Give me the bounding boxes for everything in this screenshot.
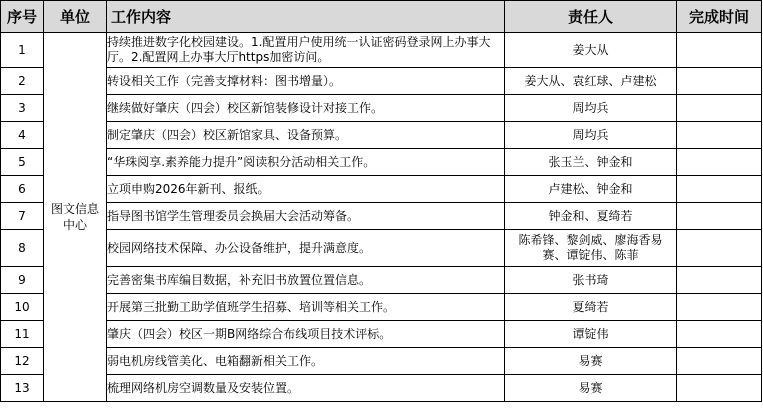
row-number: 8	[1, 230, 44, 267]
header-row	[1, 1, 762, 33]
task-cell: 持续推进数字化校园建设。1.配置用户使用统一认证密码登录网上办事大厅。2.配置网上办事大厅https加密访问。	[107, 33, 505, 68]
row-number: 9	[1, 267, 44, 294]
owner-cell: 张玉兰、钟金和	[505, 149, 677, 176]
owner-cell: 谭锭伟	[505, 321, 677, 348]
task-cell: 制定肇庆（四会）校区新馆家具、设备预算。	[107, 122, 505, 149]
task-cell: 肇庆（四会）校区一期B网络综合布线项目技术评标。	[107, 321, 505, 348]
task-cell: 继续做好肇庆（四会）校区新馆装修设计对接工作。	[107, 95, 505, 122]
table-row	[1, 267, 762, 294]
header-task: 工作内容	[107, 1, 505, 33]
row-number: 3	[1, 95, 44, 122]
row-number: 6	[1, 176, 44, 203]
table-row	[1, 68, 762, 95]
table-row	[1, 203, 762, 230]
row-number: 4	[1, 122, 44, 149]
owner-cell: 钟金和、夏绮若	[505, 203, 677, 230]
task-cell: 梳理网络机房空调数量及安装位置。	[107, 375, 505, 402]
row-number: 12	[1, 348, 44, 375]
done-cell	[677, 321, 762, 348]
done-cell	[677, 203, 762, 230]
task-cell: “华珠阅享.素养能力提升”阅读积分活动相关工作。	[107, 149, 505, 176]
row-number: 7	[1, 203, 44, 230]
done-cell	[677, 176, 762, 203]
owner-cell: 卢建松、钟金和	[505, 176, 677, 203]
unit-cell: 图文信息中心	[44, 33, 107, 402]
owner-cell: 姜大从	[505, 33, 677, 68]
table-row	[1, 122, 762, 149]
row-number: 5	[1, 149, 44, 176]
row-number: 2	[1, 68, 44, 95]
table-row	[1, 321, 762, 348]
table-row	[1, 95, 762, 122]
task-cell: 立项申购2026年新刊、报纸。	[107, 176, 505, 203]
done-cell	[677, 267, 762, 294]
task-cell: 开展第三批勤工助学值班学生招募、培训等相关工作。	[107, 294, 505, 321]
table-row	[1, 230, 762, 267]
row-number: 11	[1, 321, 44, 348]
table-row	[1, 176, 762, 203]
table-row	[1, 294, 762, 321]
done-cell	[677, 149, 762, 176]
owner-cell: 姜大从、袁红球、卢建松	[505, 68, 677, 95]
task-cell: 完善密集书库编目数据，补充旧书放置位置信息。	[107, 267, 505, 294]
header-done: 完成时间	[677, 1, 762, 33]
table-row	[1, 149, 762, 176]
done-cell	[677, 375, 762, 402]
done-cell	[677, 68, 762, 95]
done-cell	[677, 230, 762, 267]
header-owner: 责任人	[505, 1, 677, 33]
done-cell	[677, 348, 762, 375]
table-row	[1, 33, 762, 68]
done-cell	[677, 122, 762, 149]
owner-cell: 周均兵	[505, 95, 677, 122]
owner-cell: 夏绮若	[505, 294, 677, 321]
header-no: 序号	[1, 1, 44, 33]
row-number: 1	[1, 33, 44, 68]
table-row	[1, 348, 762, 375]
owner-cell: 易赛	[505, 348, 677, 375]
row-number: 13	[1, 375, 44, 402]
header-unit: 单位	[44, 1, 107, 33]
owner-cell: 陈希锋、黎剑威、廖海香易赛、谭锭伟、陈菲	[505, 230, 677, 267]
task-cell: 校园网络技术保障、办公设备维护，提升满意度。	[107, 230, 505, 267]
done-cell	[677, 95, 762, 122]
task-cell: 转设相关工作（完善支撑材料：图书增量）。	[107, 68, 505, 95]
owner-cell: 易赛	[505, 375, 677, 402]
owner-cell: 张书琦	[505, 267, 677, 294]
owner-cell: 周均兵	[505, 122, 677, 149]
table-row	[1, 375, 762, 402]
done-cell	[677, 33, 762, 68]
task-cell: 弱电机房线管美化、电箱翻新相关工作。	[107, 348, 505, 375]
row-number: 10	[1, 294, 44, 321]
task-cell: 指导图书馆学生管理委员会换届大会活动筹备。	[107, 203, 505, 230]
done-cell	[677, 294, 762, 321]
